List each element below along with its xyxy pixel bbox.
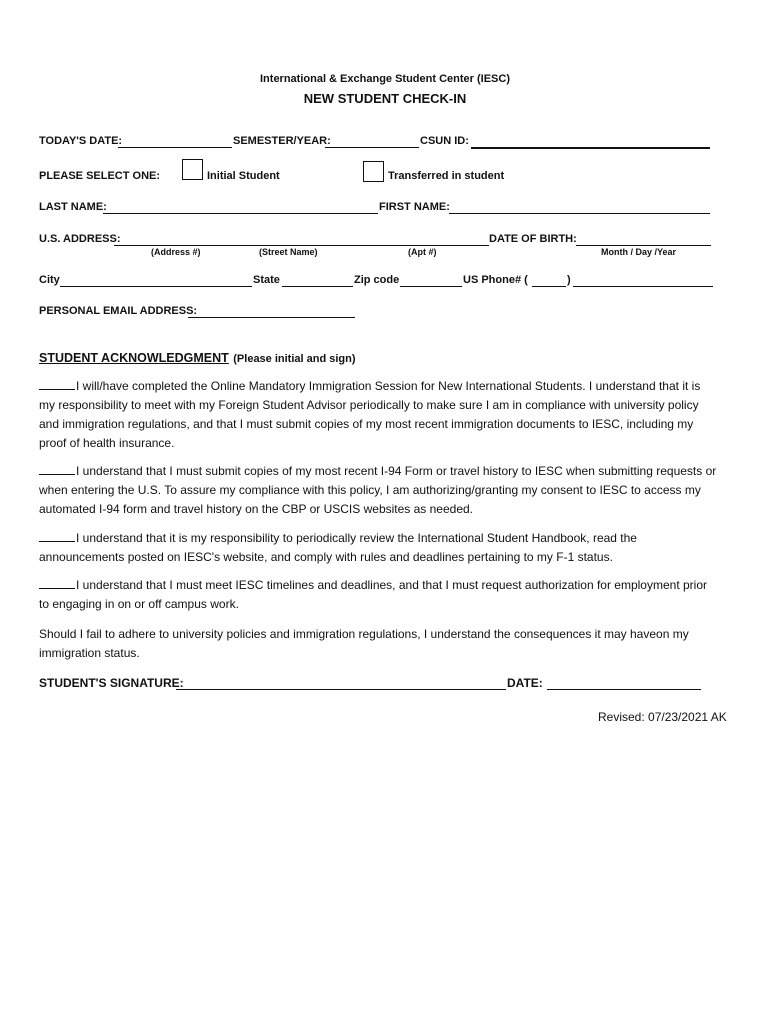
phone-number-field[interactable] <box>573 286 713 287</box>
street-name-hint: (Street Name) <box>259 247 318 257</box>
acknowledgment-heading-row <box>39 349 356 367</box>
acknowledgment-item-3 <box>39 529 719 567</box>
state-label: State <box>253 274 280 286</box>
todays-date-label: TODAY'S DATE: <box>39 135 123 147</box>
us-phone-label: US Phone# ( <box>463 274 528 286</box>
initial-blank-4[interactable] <box>39 576 75 589</box>
last-name-field[interactable] <box>103 213 378 214</box>
city-field[interactable] <box>60 286 252 287</box>
transferred-student-checkbox[interactable] <box>363 161 384 182</box>
semester-year-label: SEMESTER/YEAR: <box>233 135 331 147</box>
csun-id-field[interactable] <box>471 147 710 149</box>
initial-blank-1[interactable] <box>39 377 75 390</box>
state-field[interactable] <box>282 286 353 287</box>
zip-code-label: Zip code <box>354 274 400 286</box>
signature-field[interactable] <box>176 689 506 690</box>
semester-year-field[interactable] <box>325 147 419 148</box>
first-name-label: FIRST NAME: <box>379 201 450 213</box>
acknowledgment-text-1: I will/have completed the Online Mandatory Immigration Session for New International Students. I understand that it is my responsibility to meet with my Foreign Student Advisor periodically to make sure I am in compliance with university policy and immigration regulations, and that I must submit copies of my most recent immigration documents to IESC, including my proof of health insurance. <box>39 379 701 450</box>
initial-blank-3[interactable] <box>39 529 75 542</box>
signature-label: STUDENT'S SIGNATURE: <box>39 676 184 690</box>
acknowledgment-item-4 <box>39 576 719 614</box>
email-label: PERSONAL EMAIL ADDRESS: <box>39 305 198 317</box>
initial-blank-2[interactable] <box>39 462 75 475</box>
please-select-label: PLEASE SELECT ONE: <box>39 170 161 182</box>
organization-name: International & Exchange Student Center (IESC) <box>260 73 510 85</box>
date-of-birth-field[interactable] <box>576 245 711 246</box>
acknowledgment-subheading: (Please initial and sign) <box>233 353 356 365</box>
dob-format-hint: Month / Day /Year <box>601 247 677 257</box>
address-number-hint: (Address #) <box>151 247 201 257</box>
initial-student-checkbox[interactable] <box>182 159 203 180</box>
acknowledgment-text-3: I understand that it is my responsibility to periodically review the International Student Handbook, read the announcements posted on IESC's website, and comply with rules and deadlines pertaining to my F-1 status. <box>39 531 637 564</box>
acknowledgment-text-4: I understand that I must meet IESC timelines and deadlines, and that I must request authorization for employment prior to engaging in on or off campus work. <box>39 578 707 611</box>
apt-number-hint: (Apt #) <box>408 247 437 257</box>
city-label: City <box>39 274 60 286</box>
acknowledgment-closing: Should I fail to adhere to university policies and immigration regulations, I understand the consequences it may haveon my immigration status. <box>39 627 689 660</box>
date-of-birth-label: DATE OF BIRTH: <box>489 233 577 245</box>
phone-area-code-field[interactable] <box>532 286 566 287</box>
csun-id-label: CSUN ID: <box>420 135 469 147</box>
form-title: NEW STUDENT CHECK-IN <box>303 91 467 106</box>
transferred-student-label: Transferred in student <box>388 170 505 182</box>
last-name-label: LAST NAME: <box>39 201 107 213</box>
us-address-label: U.S. ADDRESS: <box>39 233 121 245</box>
initial-student-label: Initial Student <box>207 170 280 182</box>
signature-date-label: DATE: <box>507 676 543 690</box>
acknowledgment-heading: STUDENT ACKNOWLEDGMENT <box>39 351 229 365</box>
phone-close-paren: ) <box>567 274 571 286</box>
first-name-field[interactable] <box>449 213 710 214</box>
signature-date-field[interactable] <box>547 689 701 690</box>
revision-note: Revised: 07/23/2021 AK <box>598 710 727 724</box>
acknowledgment-text-2: I understand that I must submit copies of my most recent I-94 Form or travel history to IESC when submitting requests or when entering the U.S. To assure my compliance with this policy, I am authorizing/granting my consent to IESC to access my automated I-94 form and travel history on the CBP or USCIS websites as needed. <box>39 464 717 516</box>
zip-code-field[interactable] <box>400 286 462 287</box>
acknowledgment-item-2 <box>39 462 719 519</box>
todays-date-field[interactable] <box>118 147 232 148</box>
acknowledgment-item-1 <box>39 377 719 453</box>
email-field[interactable] <box>188 317 355 318</box>
us-address-field[interactable] <box>114 245 489 246</box>
